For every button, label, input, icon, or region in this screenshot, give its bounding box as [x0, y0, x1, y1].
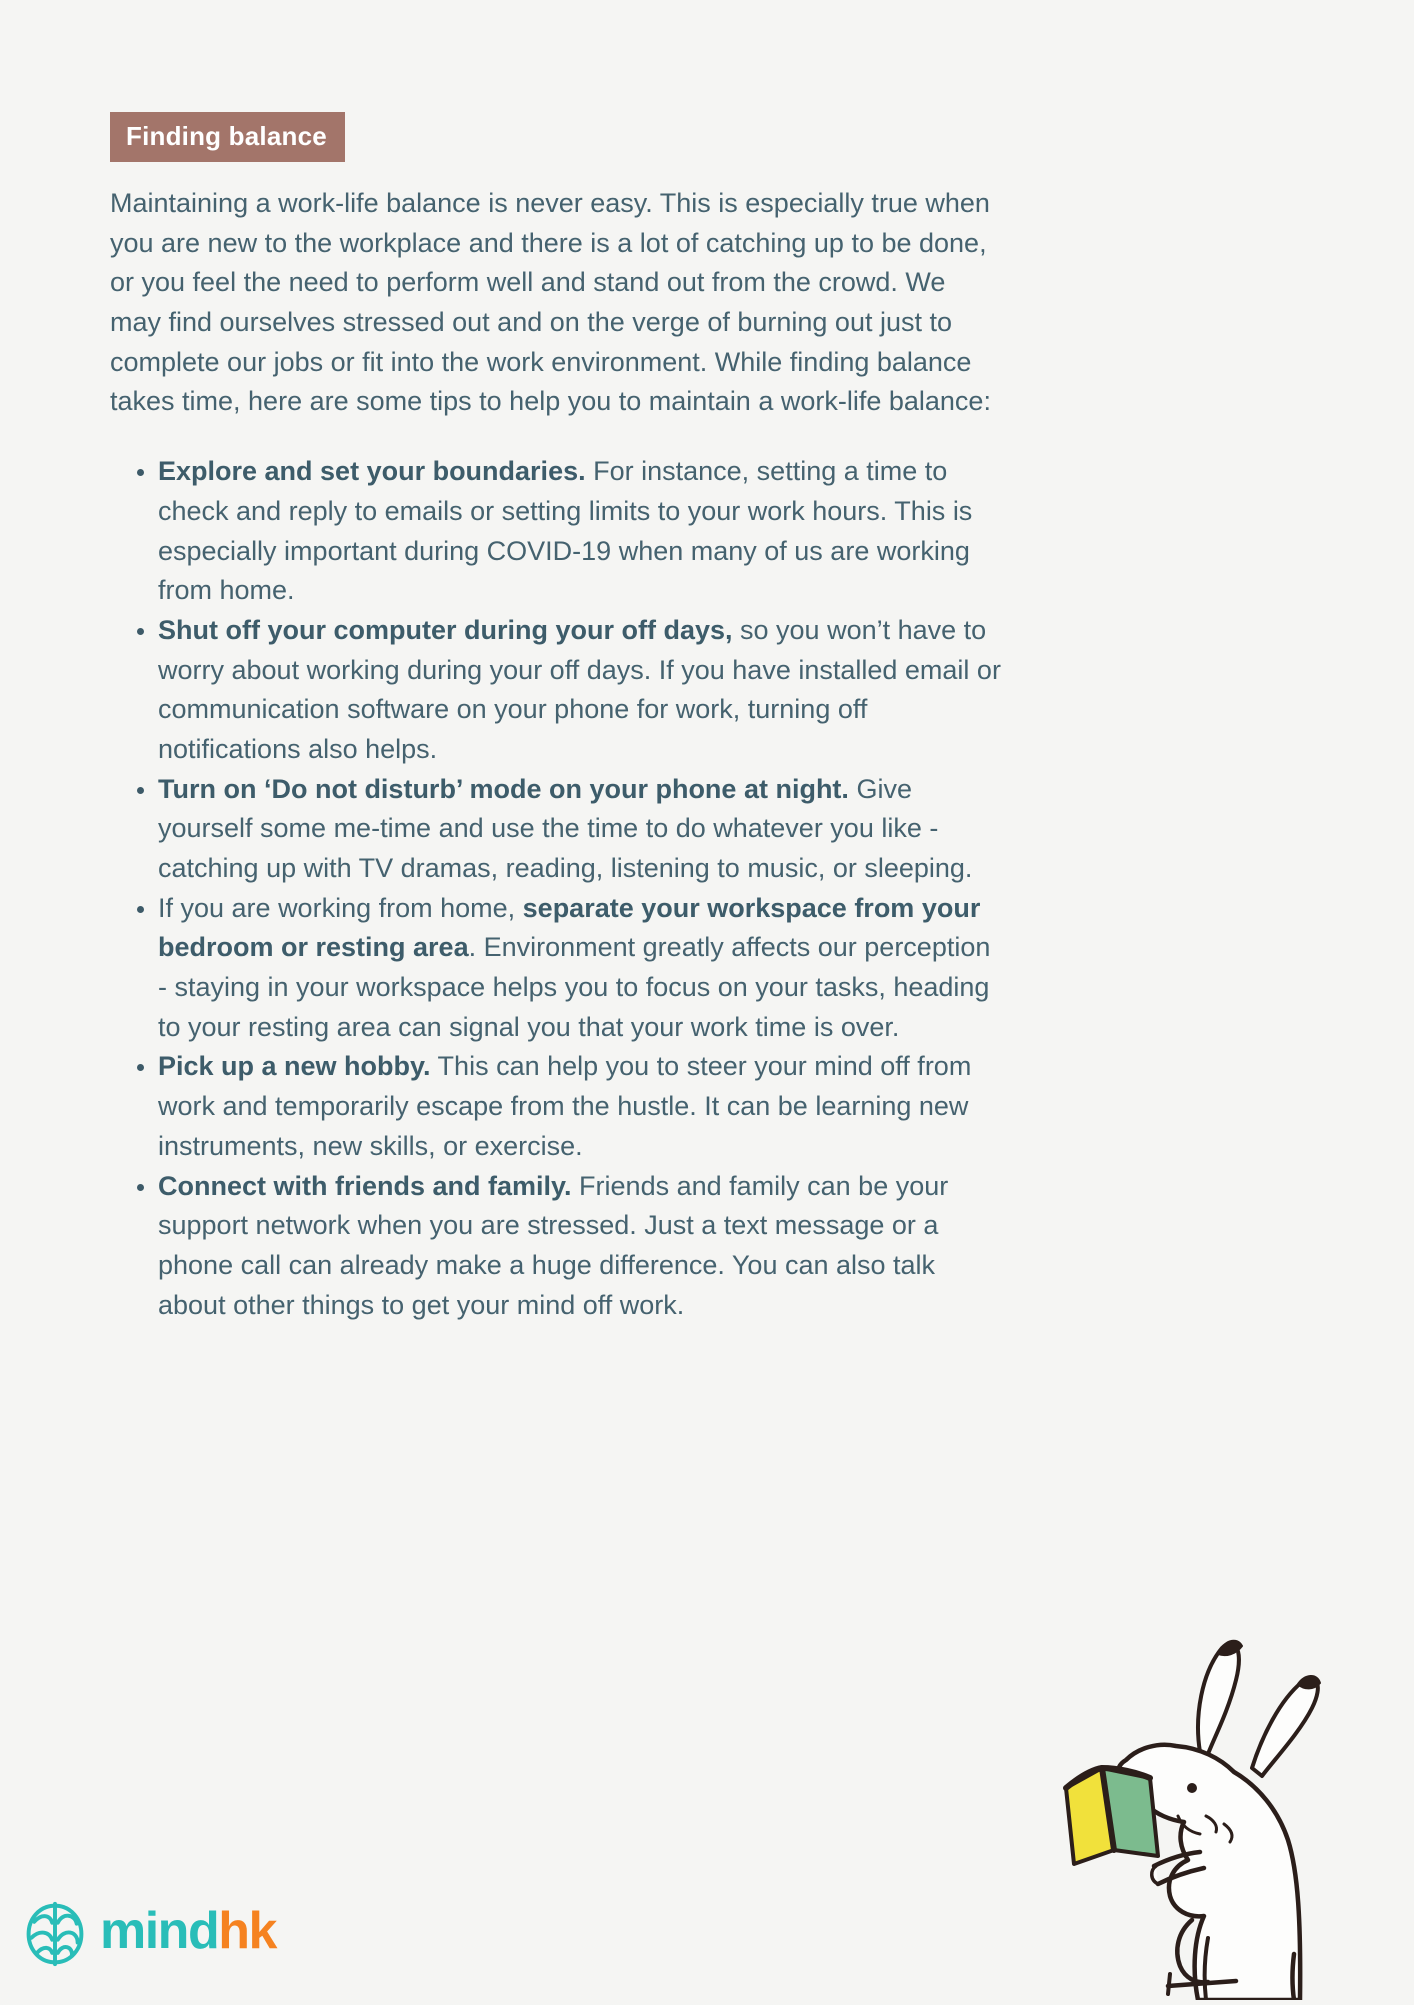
intro-paragraph: Maintaining a work-life balance is never easy. This is especially true when you are new to the workplace and there is a lot of catching up to be done, or you feel the need to perform well and stand out from the crowd. We may find ourselves stressed out and on the verge of burning out just to complete our jobs or fit into the work environment. While finding balance takes time, here are some tips to help you to maintain a work-life balance:: [110, 188, 991, 417]
brain-icon: [24, 1901, 86, 1967]
mindhk-logo: [24, 1901, 276, 1967]
logo-wordmark: [100, 1902, 276, 1963]
logo-text-hk: hk: [218, 1902, 276, 1960]
tip-item: • Shut off your computer during your off days, so you won’t have to worry about working during your off days. If you have installed email or communication software on your phone for work, turning off notifications also helps.: [158, 611, 1002, 770]
rabbit-reading-illustration: [1058, 1620, 1358, 2000]
tip-item: • Explore and set your boundaries. For instance, setting a time to check and reply to emails or setting limits to your work hours. This is especially important during COVID-19 when many of us are working from home.: [158, 452, 1002, 611]
tip-item: • If you are working from home, separate your workspace from your bedroom or resting area. Environment greatly affects our perception - staying in your workspace helps you to focus on your tasks, heading to your resting area can signal you that your work time is over.: [158, 889, 1002, 1048]
finding-balance-badge: [110, 112, 345, 162]
main-content: [110, 184, 1002, 1325]
badge-label: Finding balance: [126, 121, 327, 151]
tip-item: • Turn on ‘Do not disturb’ mode on your phone at night. Give yourself some me-time and use the time to do whatever you like - catching up with TV dramas, reading, listening to music, or sleeping.: [158, 770, 1002, 889]
logo-text-mind: mind: [100, 1902, 219, 1960]
tips-list: [110, 452, 1002, 1325]
tip-item: • Pick up a new hobby. This can help you to steer your mind off from work and temporarily escape from the hustle. It can be learning new instruments, new skills, or exercise.: [158, 1047, 1002, 1166]
tip-item: • Connect with friends and family. Friends and family can be your support network when you are stressed. Just a text message or a phone call can already make a huge difference. You can also talk about other things to get your mind off work.: [158, 1167, 1002, 1326]
